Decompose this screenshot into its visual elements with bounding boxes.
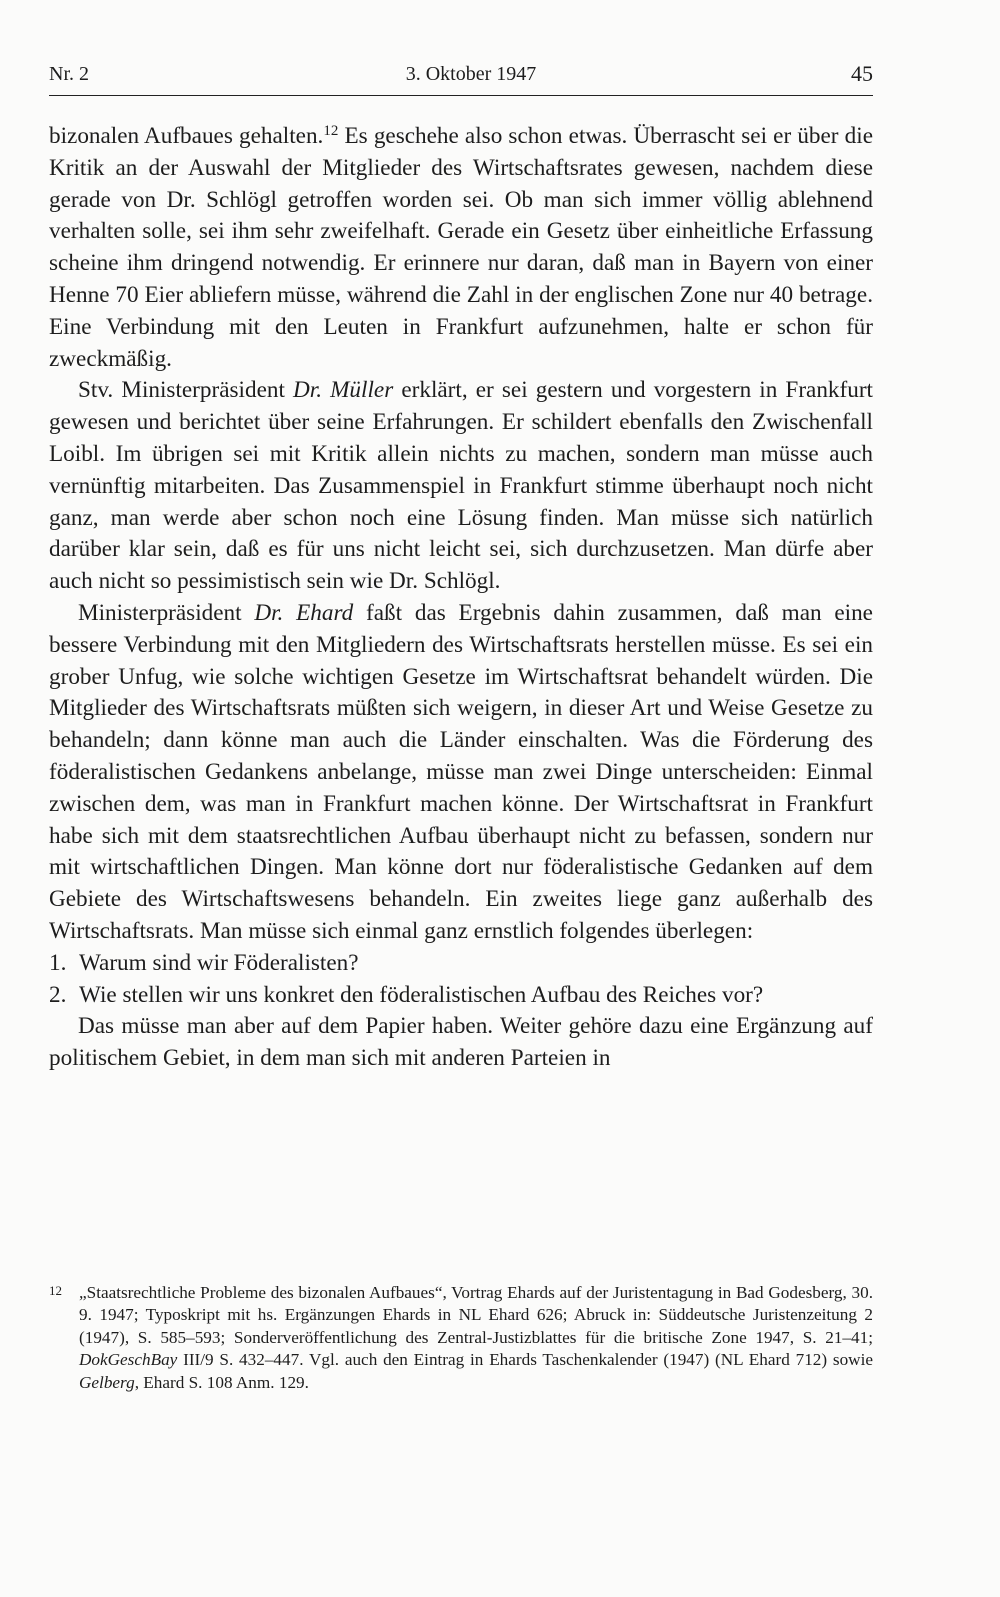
paragraph-2-intro: Stv. Ministerpräsident: [78, 377, 294, 404]
page-number: 45: [851, 61, 873, 86]
footnote-text-part-3: , Ehard S. 108 Anm. 129.: [134, 1372, 309, 1392]
list-item: [49, 980, 873, 1012]
list-text: Warum sind wir Föderalisten?: [79, 949, 359, 976]
footnote: [49, 1282, 873, 1394]
running-head: [49, 62, 873, 90]
session-date: 3. Oktober 1947: [405, 63, 537, 85]
footnote-text-part-2: III/9 S. 432–447. Vgl. auch den Eintrag in Ehards Taschenkalender (1947) (NL Ehard 712) sowie: [177, 1350, 873, 1370]
list-item: [49, 948, 873, 980]
paragraph-3: [49, 598, 873, 948]
paragraph-2: [49, 375, 873, 598]
issue-number: Nr. 2: [49, 63, 89, 85]
list-number: 1.: [49, 949, 67, 976]
footnote-citation-dokgeschbay: DokGeschBay: [79, 1350, 178, 1370]
footnote-reference: 12: [323, 123, 339, 139]
speaker-name-ehard: Dr. Ehard: [254, 599, 354, 626]
paragraph-1: [49, 121, 873, 375]
footnote-text: [79, 1282, 873, 1394]
paragraph-3-text: faßt das Ergebnis dahin zusammen, daß man eine bessere Verbindung mit den Mitgliedern des Wirtschaftsrats herstellen müsse. Es sei ein grober Unfug, wie solche wichtigen Gesetze im Wirtschaftsrat behandelt würden. Die Mitglieder des Wirtschaftsrats müßten sich weigern, in dieser Art und Weise Gesetze zu behandeln; dann könne man auch die Länder einschalten. Was die Förderung des föderalistischen Gedankens anbelange, müsse man zwei Dinge unterscheiden: Einmal zwischen dem, was man in Frankfurt machen könne. Der Wirtschaftsrat in Frankfurt habe sich mit dem staatsrechtlichen Aufbau überhaupt nicht zu befassen, sondern nur mit wirtschaftlichen Dingen. Man könne dort nur föderalistische Gedanken auf dem Gebiete des Wirtschaftswesens behandeln. Ein zweites liege ganz außerhalb des Wirtschaftsrats. Man müsse sich einmal ganz ernstlich folgendes überlegen:: [49, 599, 873, 944]
paragraph-2-text: erklärt, er sei gestern und vorgestern in Frankfurt gewesen und berichtet über seine Erfahrungen. Er schildert ebenfalls den Zwischenfall Loibl. Im übrigen sei mit Kritik allein nichts zu machen, sondern man müsse auch vernünftig mitarbeiten. Das Zusammenspiel in Frankfurt stimme überhaupt noch nicht ganz, man werde aber schon noch eine Lösung finden. Man müsse sich natürlich darüber klar sein, daß es für uns nicht leicht sei, sich durchzusetzen. Man dürfe aber auch nicht so pessimistisch sein wie Dr. Schlögl.: [49, 377, 873, 595]
list-text: Wie stellen wir uns konkret den föderalistischen Aufbau des Reiches vor?: [79, 981, 764, 1008]
footnote-citation-gelberg: Gelberg: [79, 1372, 135, 1392]
paragraph-3-intro: Ministerpräsident: [78, 599, 255, 626]
footnote-number: 12: [49, 1283, 62, 1298]
body-text: [49, 121, 873, 1075]
paragraph-1-lead: bizonalen Aufbaues gehalten.: [49, 123, 324, 149]
paragraph-4: Das müsse man aber auf dem Papier haben. Weiter gehöre dazu eine Ergänzung auf politischem Gebiet, in dem man sich mit anderen Parteien in: [49, 1013, 873, 1072]
list-number: 2.: [49, 981, 67, 1008]
speaker-name-mueller: Dr. Müller: [293, 377, 394, 404]
header-rule: [49, 95, 873, 96]
paragraph-1-text: Es geschehe also schon etwas. Überrascht sei er über die Kritik an der Auswahl der Mitglieder des Wirtschaftsrates gewesen, nachdem diese gerade von Dr. Schlögl getroffen worden sei. Ob man sich immer völlig ablehnend verhalten solle, sei ihm sehr zweifelhaft. Gerade ein Gesetz über einheitliche Erfassung scheine ihm dringend notwendig. Er erinnere nur daran, daß man in Bayern von einer Henne 70 Eier abliefern müsse, während die Zahl in der englischen Zone nur 40 betrage. Eine Verbindung mit den Leuten in Frankfurt aufzunehmen, halte er schon für zweckmäßig.: [49, 123, 873, 372]
footnote-text-part-1: „Staatsrechtliche Probleme des bizonalen Aufbaues“, Vortrag Ehards auf der Juristentagung in Bad Godesberg, 30. 9. 1947; Typoskript mit hs. Ergänzungen Ehards in NL Ehard 626; Abruck in: Süddeutsche Juristenzeitung 2 (1947), S. 585–593; Sonderveröffentlichung des Zentral-Justizblattes für die britische Zone 1947, S. 21–41;: [79, 1283, 873, 1347]
